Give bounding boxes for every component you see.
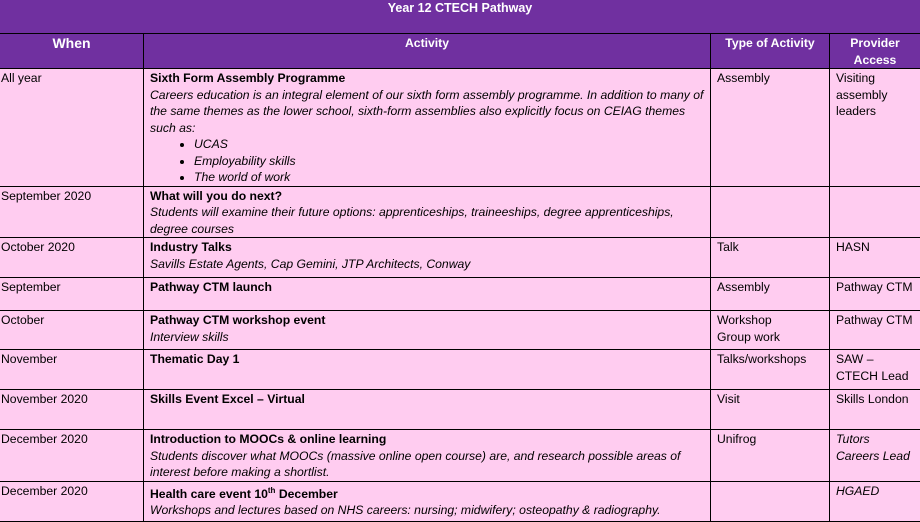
type-cell: Talk xyxy=(711,238,830,278)
activity-title: Industry Talks xyxy=(150,239,704,256)
table-row xyxy=(0,186,920,238)
activity-cell xyxy=(144,238,711,278)
table-row xyxy=(0,238,920,278)
provider-cell: Pathway CTM xyxy=(830,311,920,350)
table-row xyxy=(0,69,920,187)
type-cell: Assembly xyxy=(711,278,830,311)
provider-cell xyxy=(830,186,920,238)
type-cell: Talks/workshops xyxy=(711,350,830,390)
table-row xyxy=(0,430,920,482)
type-cell xyxy=(711,311,830,350)
provider-cell: HGAED xyxy=(830,481,920,521)
activity-title: Introduction to MOOCs & online learning xyxy=(150,431,704,448)
activity-bullets xyxy=(150,136,704,186)
activity-cell xyxy=(144,186,711,238)
pathway-table xyxy=(0,33,920,522)
bullet-item: • The world of work xyxy=(194,169,704,186)
activity-title-text: December xyxy=(275,487,337,501)
provider-cell: Visiting assembly leaders xyxy=(830,69,920,187)
activity-description: Students will examine their future options: apprenticeships, traineeships, degree apprenticeships, degree courses xyxy=(150,204,704,237)
activity-title: Skills Event Excel – Virtual xyxy=(150,391,704,408)
activity-description: Workshops and lectures based on NHS careers: nursing; midwifery; osteopathy & radiography. xyxy=(150,502,704,519)
activity-description: Interview skills xyxy=(150,329,704,346)
header-row xyxy=(0,34,920,69)
provider-line: Careers Lead xyxy=(836,448,914,465)
activity-title: Pathway CTM launch xyxy=(150,279,704,296)
table-row xyxy=(0,390,920,430)
activity-cell xyxy=(144,69,711,187)
when-cell: December 2020 xyxy=(0,430,144,482)
activity-title: What will you do next? xyxy=(150,188,704,205)
provider-cell xyxy=(830,430,920,482)
header-when: When xyxy=(0,34,144,69)
when-cell: September xyxy=(0,278,144,311)
when-cell: October xyxy=(0,311,144,350)
header-activity: Activity xyxy=(144,34,711,69)
activity-description: Students discover what MOOCs (massive online open course) are, and research possible areas of interest before making a shortlist. xyxy=(150,448,704,481)
when-cell: All year xyxy=(0,69,144,187)
when-cell: November xyxy=(0,350,144,390)
header-provider: Provider Access xyxy=(830,34,920,69)
provider-cell: SAW – CTECH Lead xyxy=(830,350,920,390)
provider-cell: Skills London xyxy=(830,390,920,430)
table-row xyxy=(0,311,920,350)
bullet-item: • Employability skills xyxy=(194,153,704,170)
activity-title: Sixth Form Assembly Programme xyxy=(150,70,704,87)
table-row xyxy=(0,278,920,311)
activity-title xyxy=(150,483,704,503)
type-cell: Assembly xyxy=(711,69,830,187)
type-cell: Visit xyxy=(711,390,830,430)
activity-description: Savills Estate Agents, Cap Gemini, JTP Architects, Conway xyxy=(150,256,704,273)
provider-line: Tutors xyxy=(836,431,914,448)
type-cell xyxy=(711,186,830,238)
when-cell: September 2020 xyxy=(0,186,144,238)
provider-cell: Pathway CTM xyxy=(830,278,920,311)
activity-cell xyxy=(144,350,711,390)
type-cell: Unifrog xyxy=(711,430,830,482)
bullet-item: • UCAS xyxy=(194,136,704,153)
activity-cell xyxy=(144,390,711,430)
provider-cell: HASN xyxy=(830,238,920,278)
type-line: Workshop xyxy=(717,312,823,329)
ordinal-suffix: th xyxy=(268,486,276,495)
activity-title-text: Health care event 10 xyxy=(150,487,268,501)
activity-cell xyxy=(144,481,711,521)
when-cell: November 2020 xyxy=(0,390,144,430)
activity-cell xyxy=(144,430,711,482)
activity-title: Pathway CTM workshop event xyxy=(150,312,704,329)
activity-cell xyxy=(144,278,711,311)
type-cell xyxy=(711,481,830,521)
when-cell: October 2020 xyxy=(0,238,144,278)
page-title: Year 12 CTECH Pathway xyxy=(0,0,920,33)
activity-cell xyxy=(144,311,711,350)
header-type: Type of Activity xyxy=(711,34,830,69)
activity-description: Careers education is an integral element of our sixth form assembly programme. In addition to many of the same themes as the lower school, sixth-form assemblies also explicitly focus on CEIAG themes such as: xyxy=(150,87,704,137)
type-line: Group work xyxy=(717,329,823,346)
table-row xyxy=(0,481,920,521)
activity-title: Thematic Day 1 xyxy=(150,351,704,368)
table-row xyxy=(0,350,920,390)
when-cell: December 2020 xyxy=(0,481,144,521)
